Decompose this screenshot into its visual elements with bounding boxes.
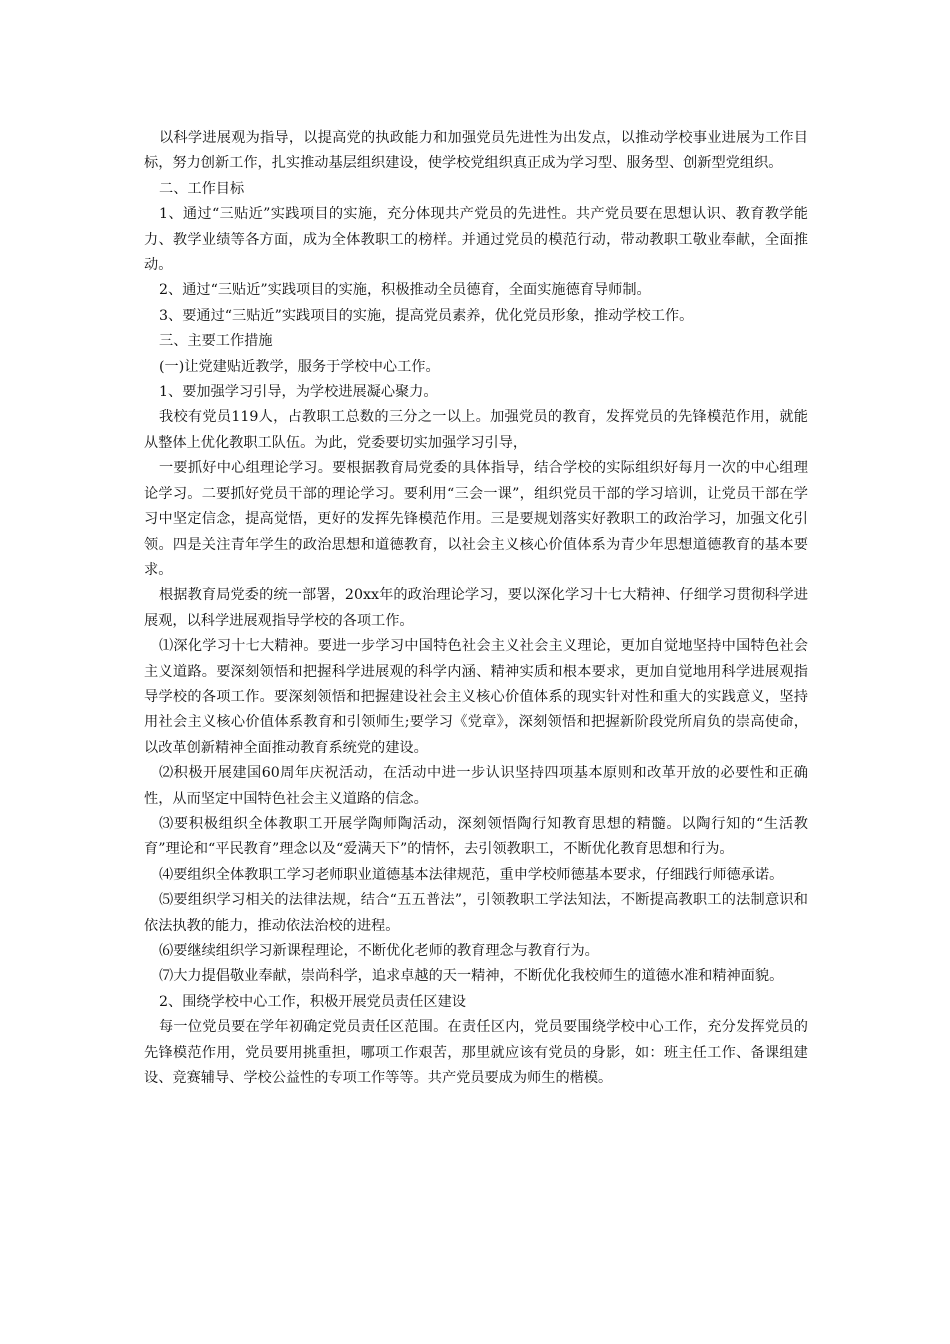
paragraph-goal-1: 1、通过“三贴近”实践项目的实施，充分体现共产党员的先进性。共产党员要在思想认识、教育教学能力、教学业绩等各方面，成为全体教职工的榜样。并通过党员的模范行动，带动教职工敬业奉献，全面推动。 [144,206,808,274]
paragraph-item-3: ⑶要积极组织全体教职工开展学陶师陶活动，深刻领悟陶行知教育思想的精髓。以陶行知的“生活教育”理论和“平民教育”理念以及“爱满天下”的情怀，去引领教职工，不断优化教育思想和行为。 [144,815,808,858]
paragraph-responsibility: 每一位党员要在学年初确定党员责任区范围。在责任区内，党员要围绕学校中心工作，充分发挥党员的先锋模范作用，党员要用挑重担，哪项工作艰苦，那里就应该有党员的身影，如：班主任工作、备课组建设、竞赛辅导、学校公益性的专项工作等等。共产党员要成为师生的楷模。 [144,1019,808,1087]
heading-work-goals: 二、工作目标 [159,180,245,197]
paragraph-intro: 以科学进展观为指导，以提高党的执政能力和加强党员先进性为出发点，以推动学校事业进展为工作目标，努力创新工作，扎实推动基层组织建设，使学校党组织真正成为学习型、服务型、创新型党组织。 [144,130,808,172]
paragraph-goal-3: 3、要通过“三贴近”实践项目的实施，提高党员素养，优化党员形象，推动学校工作。 [159,307,694,324]
subheading-study-guidance: 1、要加强学习引导，为学校进展凝心聚力。 [159,384,438,401]
subheading-measure-1: (一)让党建贴近教学，服务于学校中心工作。 [159,358,440,375]
paragraph-item-1: ⑴深化学习十七大精神。要进一步学习中国特色社会主义社会主义理论，更加自觉地坚持中国特色社会主义道路。要深刻领悟和把握科学进展观的科学内涵、精神实质和根本要求，更加自觉地用科学进展观指导学校的各项工作。要深刻领悟和把握建设社会主义核心价值体系的现实针对性和重大的实践意义，坚持用社会主义核心价值体系教育和引领师生;要学习《党章》，深刻领悟和把握新阶段党所肩负的崇高使命，以改革创新精神全面推动教育系统党的建设。 [144,638,808,756]
document-page [144,126,808,1091]
paragraph-item-6: ⑹要继续组织学习新课程理论，不断优化老师的教育理念与教育行为。 [159,943,599,959]
heading-main-measures: 三、主要工作措施 [159,333,273,350]
paragraph-item-5: ⑸要组织学习相关的法律法规，结合“五五普法”，引领教职工学法知法，不断提高教职工的法制意识和依法执教的能力，推动依法治校的进程。 [144,892,808,934]
paragraph-theory-study: 一要抓好中心组理论学习。要根据教育局党委的具体指导，结合学校的实际组织好每月一次的中心组理论学习。二要抓好党员干部的理论学习。要利用“三会一课”，组织党员干部的学习培训，让党员干部在学习中坚定信念，提高觉悟，更好的发挥先锋模范作用。三是要规划落实好教职工的政治学习，加强文化引领。四是关注青年学生的政治思想和道德教育，以社会主义核心价值体系为青少年思想道德教育的基本要求。 [144,460,808,578]
paragraph-deployment: 根据教育局党委的统一部署，20xx年的政治理论学习，要以深化学习十七大精神、仔细学习贯彻科学进展观，以科学进展观指导学校的各项工作。 [144,587,808,629]
paragraph-party-members: 我校有党员119人，占教职工总数的三分之一以上。加强党员的教育，发挥党员的先锋模范作用，就能从整体上优化教职工队伍。为此，党委要切实加强学习引导， [144,409,808,451]
paragraph-goal-2: 2、通过“三贴近”实践项目的实施，积极推动全员德育，全面实施德育导师制。 [159,282,651,299]
paragraph-item-2: ⑵积极开展建国60周年庆祝活动，在活动中进一步认识坚持四项基本原则和改革开放的必要性和正确性，从而坚定中国特色社会主义道路的信念。 [144,765,808,807]
paragraph-item-7: ⑺大力提倡敬业奉献，崇尚科学，追求卓越的天一精神，不断优化我校师生的道德水准和精神面貌。 [159,968,784,985]
subheading-responsibility-area: 2、围绕学校中心工作，积极开展党员责任区建设 [159,993,466,1010]
paragraph-item-4: ⑷要组织全体教职工学习老师职业道德基本法律规范，重申学校师德基本要求，仔细践行师德承诺。 [159,866,784,883]
